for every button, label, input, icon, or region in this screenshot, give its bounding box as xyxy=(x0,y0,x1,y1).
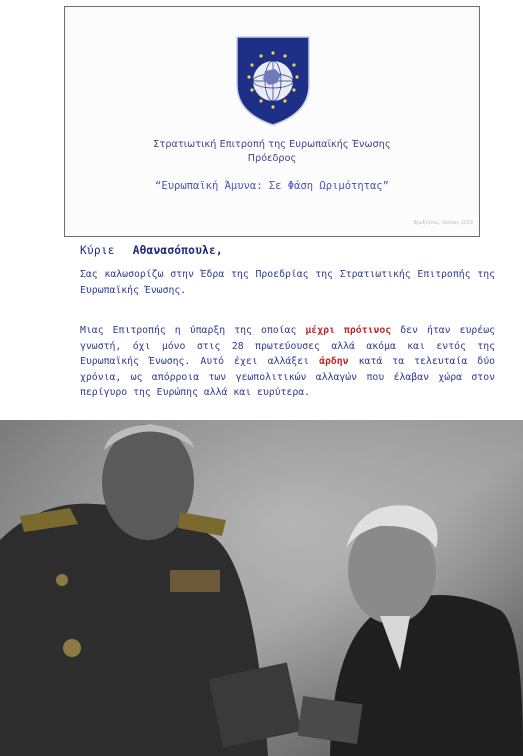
p2-text-a: Μιας Επιτροπής η ύπαρξη της οποίας xyxy=(80,325,306,336)
p2-highlight-1: μέχρι πρότινος xyxy=(305,325,392,336)
photo-officer-and-civilian xyxy=(0,420,523,756)
date-stamp: Βρυξέλλες, Ιούνιος 2019 xyxy=(413,221,473,226)
document-header-card xyxy=(64,6,480,237)
org-name: Στρατιωτική Επιτροπή της Ευρωπαϊκής Ένωσης xyxy=(153,139,391,150)
org-role: Πρόεδρος xyxy=(247,153,297,164)
salutation xyxy=(80,244,223,257)
document-subtitle: “Ευρωπαϊκή Άμυνα: Σε Φάση Ωριμότητας” xyxy=(155,180,389,192)
paragraph-committee xyxy=(80,323,495,401)
eu-military-committee-emblem xyxy=(235,35,311,127)
p2-highlight-2: άρδην xyxy=(319,356,349,367)
p2-text-b: δεν ήταν ευρέως γνωστή, όχι μόνο στις 28 πρωτεύουσες αλλά ακόμα και εντός της Ευρωπαϊκής Ένωσης. Αυτό έχει αλλάξει xyxy=(80,325,496,367)
salutation-name: Αθανασόπουλε, xyxy=(132,244,223,257)
salutation-word: Κύριε xyxy=(80,244,115,257)
p2-text-c: κατά τα τελευταία δύο χρόνια, ως απόρροια των γεωπολιτικών αλλαγών που έλαβαν χώρα στον περίγυρο της Ευρώπης αλλά και ευρύτερα. xyxy=(80,356,496,398)
paragraph-welcome: Σας καλωσορίζω στην Έδρα της Προεδρίας της Στρατιωτικής Επιτροπής της Ευρωπαϊκής Ένωσης. xyxy=(80,269,495,296)
